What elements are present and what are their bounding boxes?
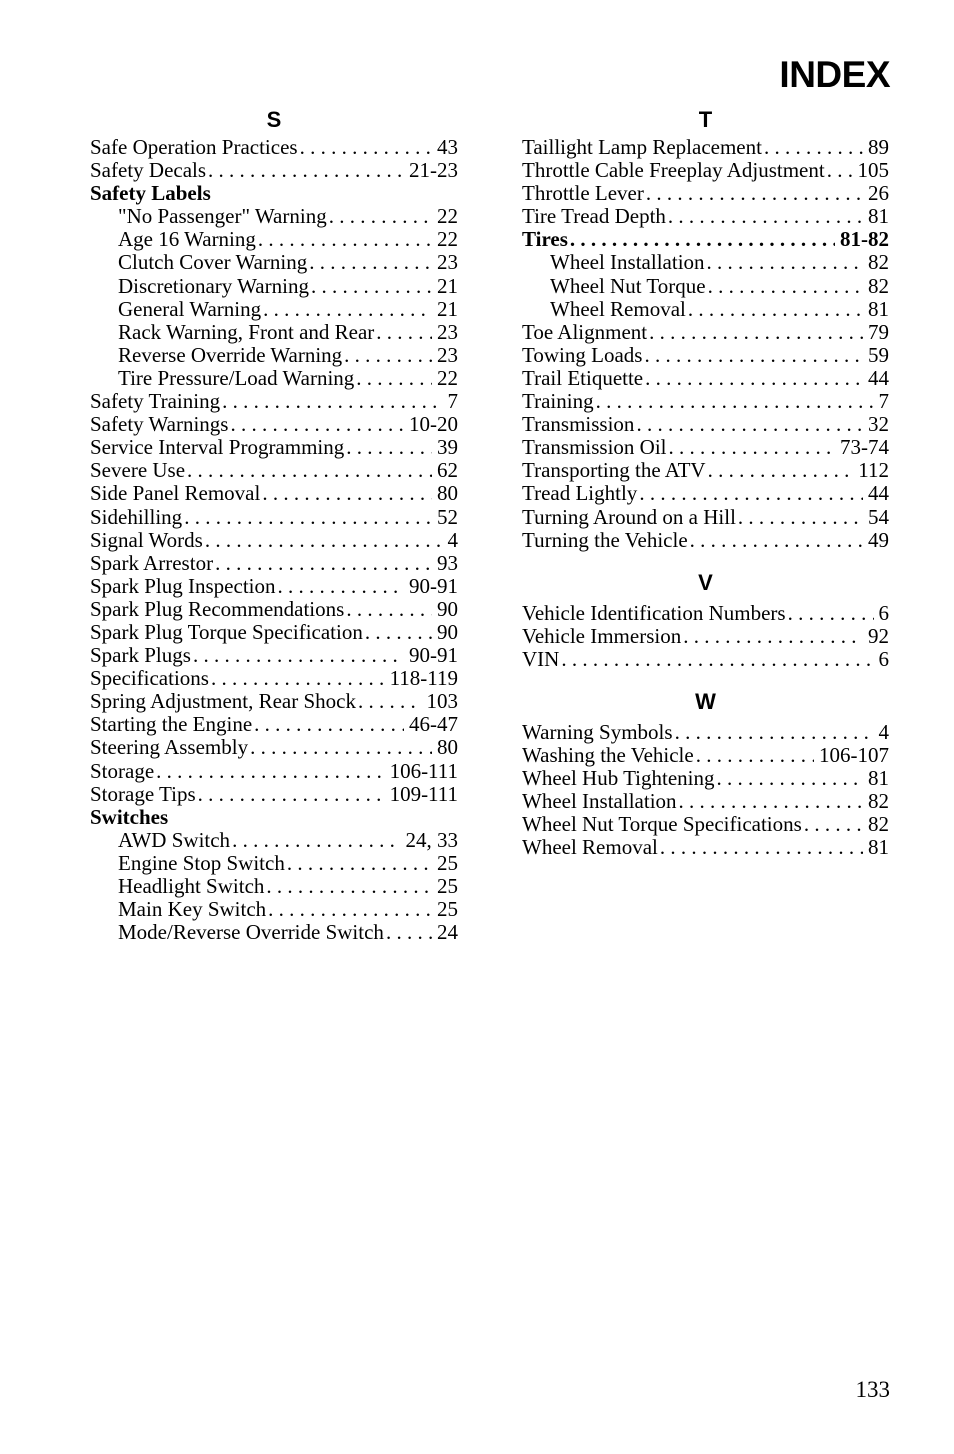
entry-term: Safety Warnings: [90, 413, 229, 437]
dot-leader: [688, 298, 863, 321]
dot-leader: [690, 529, 863, 552]
index-subentry: [90, 205, 458, 228]
index-entry: [90, 644, 458, 667]
dot-leader: [570, 228, 835, 251]
dot-leader: [230, 413, 404, 436]
index-subentry: [522, 298, 889, 321]
entry-term: Clutch Cover Warning: [118, 251, 308, 275]
dot-leader: [376, 321, 432, 344]
entry-term: Turning the Vehicle: [522, 528, 688, 552]
dot-leader: [827, 159, 853, 182]
index-entry-list: [90, 136, 458, 944]
entry-page: 118-119: [389, 667, 458, 691]
entry-page: 81: [868, 297, 889, 321]
entry-page: 81: [868, 767, 889, 791]
entry-term: Vehicle Immersion: [522, 624, 682, 648]
entry-page: 73-74: [840, 436, 889, 460]
dot-leader: [679, 790, 863, 813]
entry-term: Tire Pressure/Load Warning: [118, 366, 355, 390]
index-entry: [522, 459, 889, 482]
dot-leader: [193, 644, 404, 667]
dot-leader: [386, 921, 432, 944]
entry-page: 46-47: [409, 713, 458, 737]
entry-page: 21-23: [409, 159, 458, 183]
index-entry: [522, 790, 889, 813]
entry-term: VIN: [522, 647, 560, 671]
dot-leader: [708, 459, 854, 482]
entry-page: 6: [878, 601, 889, 625]
entry-page: 81-82: [840, 228, 889, 252]
dot-leader: [561, 648, 873, 671]
index-entry: [90, 575, 458, 598]
entry-page: 79: [868, 320, 889, 344]
entry-page: 6: [878, 647, 889, 671]
dot-leader: [346, 436, 432, 459]
entry-page: 82: [868, 790, 889, 814]
dot-leader: [346, 598, 432, 621]
dot-leader: [696, 744, 814, 767]
dot-leader: [222, 390, 442, 413]
entry-page: 112: [858, 459, 889, 483]
index-entry: [522, 228, 889, 251]
entry-term: Spark Plug Torque Specification: [90, 620, 363, 644]
entry-term: Towing Loads: [522, 343, 643, 367]
entry-page: 54: [868, 505, 889, 529]
dot-leader: [644, 344, 863, 367]
entry-page: 106-111: [389, 759, 458, 783]
dot-leader: [215, 552, 432, 575]
dot-leader: [287, 852, 432, 875]
entry-term: Spring Adjustment, Rear Shock: [90, 690, 356, 714]
index-entry: [522, 136, 889, 159]
entry-page: 106-107: [819, 744, 889, 768]
entry-page: 21: [437, 274, 458, 298]
entry-term: Trail Etiquette: [522, 366, 644, 390]
index-entry: [90, 413, 458, 436]
entry-page: 90: [437, 597, 458, 621]
entry-term: Engine Stop Switch: [118, 851, 285, 875]
entry-page: 90-91: [409, 644, 458, 668]
entry-page: 7: [447, 390, 458, 414]
dot-leader: [675, 721, 874, 744]
entry-page: 109-111: [389, 782, 458, 806]
entry-term: Age 16 Warning: [118, 228, 256, 252]
index-column-right: [522, 104, 889, 860]
entry-page: 22: [437, 205, 458, 229]
entry-term: Toe Alignment: [522, 320, 648, 344]
index-entry-list: [522, 136, 889, 552]
dot-leader: [311, 275, 432, 298]
dot-leader: [365, 621, 432, 644]
entry-term: Wheel Installation: [522, 790, 677, 814]
entry-term: Spark Plug Inspection: [90, 574, 276, 598]
index-subentry: [90, 344, 458, 367]
index-entry: [90, 390, 458, 413]
entry-page: 80: [437, 736, 458, 760]
entry-page: 80: [437, 482, 458, 506]
index-entry: [522, 625, 889, 648]
entry-page: 23: [437, 343, 458, 367]
index-heading: [90, 806, 458, 829]
entry-page: 24: [437, 921, 458, 945]
entry-term: Wheel Hub Tightening: [522, 767, 715, 791]
entry-page: 25: [437, 851, 458, 875]
entry-term: Sidehilling: [90, 505, 183, 529]
entry-page: 90-91: [409, 574, 458, 598]
page-title: INDEX: [779, 54, 890, 95]
index-entry: [522, 159, 889, 182]
index-entry: [90, 436, 458, 459]
index-entry: [90, 506, 458, 529]
dot-leader: [717, 767, 864, 790]
entry-page: 4: [447, 528, 458, 552]
dot-leader: [263, 298, 432, 321]
dot-leader: [668, 205, 863, 228]
section-letter: W: [695, 688, 716, 714]
index-entry-list: [522, 602, 889, 671]
entry-page: 52: [437, 505, 458, 529]
dot-leader: [254, 713, 404, 736]
entry-term: AWD Switch: [118, 828, 231, 852]
dot-leader: [708, 275, 863, 298]
dot-leader: [329, 205, 432, 228]
entry-term: Steering Assembly: [90, 736, 249, 760]
index-subentry: [90, 921, 458, 944]
entry-term: Rack Warning, Front and Rear: [118, 320, 375, 344]
dot-leader: [198, 783, 385, 806]
dot-leader: [596, 390, 874, 413]
entry-term: Wheel Nut Torque: [550, 274, 706, 298]
entry-page: 39: [437, 436, 458, 460]
index-entry: [522, 648, 889, 671]
dot-leader: [300, 136, 432, 159]
index-entry: [522, 813, 889, 836]
index-subentry: [90, 251, 458, 274]
entry-term: Wheel Removal: [522, 836, 658, 860]
dot-leader: [250, 736, 432, 759]
index-entry: [522, 367, 889, 390]
entry-term: Spark Plug Recommendations: [90, 597, 345, 621]
entry-page: 24, 33: [405, 828, 458, 852]
dot-leader: [707, 251, 863, 274]
entry-page: 22: [437, 366, 458, 390]
entry-page: 82: [868, 813, 889, 837]
dot-leader: [208, 159, 404, 182]
index-heading: [90, 182, 458, 205]
entry-term: Throttle Cable Freeplay Adjustment: [522, 159, 825, 183]
index-entry: [90, 552, 458, 575]
entry-term: Specifications: [90, 667, 209, 691]
index-subentry: [522, 251, 889, 274]
entry-term: Starting the Engine: [90, 713, 253, 737]
entry-page: 90: [437, 620, 458, 644]
entry-term: Wheel Removal: [550, 297, 686, 321]
index-entry: [522, 529, 889, 552]
entry-term: Safe Operation Practices: [90, 136, 298, 159]
entry-term: Taillight Lamp Replacement: [522, 136, 762, 159]
entry-page: 89: [868, 136, 889, 159]
index-entry: [522, 413, 889, 436]
dot-leader: [636, 413, 863, 436]
section-letter: T: [698, 107, 713, 132]
entry-term: Spark Arrestor: [90, 551, 214, 575]
entry-page: 62: [437, 459, 458, 483]
entry-page: 4: [878, 720, 889, 744]
index-subentry: [90, 829, 458, 852]
entry-page: 105: [857, 159, 889, 183]
entry-page: 10-20: [409, 413, 458, 437]
entry-term: Mode/Reverse Override Switch: [118, 921, 384, 945]
dot-leader: [356, 367, 432, 390]
entry-term: Throttle Lever: [522, 182, 644, 206]
index-entry: [522, 836, 889, 859]
entry-term: Wheel Installation: [550, 251, 705, 275]
dot-leader: [669, 436, 835, 459]
dot-leader: [187, 459, 432, 482]
dot-leader: [262, 482, 432, 505]
index-entry: [90, 713, 458, 736]
index-entry: [522, 482, 889, 505]
dot-leader: [683, 625, 863, 648]
section-letter: V: [698, 569, 713, 595]
entry-term: Storage Tips: [90, 782, 196, 806]
dot-leader: [344, 344, 432, 367]
entry-term: Reverse Override Warning: [118, 343, 343, 367]
index-column-left: [90, 104, 458, 944]
index-subentry: [90, 852, 458, 875]
entry-page: 59: [868, 343, 889, 367]
dot-leader: [156, 760, 384, 783]
entry-term: Signal Words: [90, 528, 203, 552]
entry-term: Storage: [90, 759, 155, 783]
dot-leader: [788, 602, 874, 625]
entry-term: Training: [522, 390, 594, 414]
index-entry: [522, 602, 889, 625]
entry-term: Safety Training: [90, 390, 221, 414]
dot-leader: [184, 506, 432, 529]
entry-term: Turning Around on a Hill: [522, 505, 736, 529]
index-entry: [522, 767, 889, 790]
entry-page: 25: [437, 898, 458, 922]
index-entry: [522, 321, 889, 344]
index-entry: [522, 205, 889, 228]
entry-page: 49: [868, 528, 889, 552]
index-entry: [90, 760, 458, 783]
entry-page: 81: [868, 205, 889, 229]
dot-leader: [804, 813, 863, 836]
index-entry: [90, 621, 458, 644]
index-entry: [90, 159, 458, 182]
dot-leader: [738, 506, 863, 529]
section-letter: S: [266, 107, 282, 132]
dot-leader: [211, 667, 385, 690]
entry-term: Safety Labels: [90, 182, 211, 206]
index-subentry: [90, 275, 458, 298]
entry-term: Tires: [522, 228, 568, 252]
dot-leader: [764, 136, 863, 159]
index-entry: [522, 721, 889, 744]
entry-page: 25: [437, 875, 458, 898]
entry-term: Wheel Nut Torque Specifications: [522, 813, 802, 837]
entry-page: 44: [868, 482, 889, 506]
entry-term: Headlight Switch: [118, 875, 265, 898]
index-entry: [522, 390, 889, 413]
dot-leader: [205, 529, 443, 552]
entry-page: 103: [426, 690, 458, 714]
index-entry: [522, 436, 889, 459]
dot-leader: [358, 690, 422, 713]
index-subentry: [90, 228, 458, 251]
entry-page: 23: [437, 320, 458, 344]
dot-leader: [277, 575, 404, 598]
entry-term: Switches: [90, 805, 169, 829]
entry-term: Tire Tread Depth: [522, 205, 666, 229]
entry-page: 43: [437, 136, 458, 159]
index-entry: [522, 344, 889, 367]
entry-term: Side Panel Removal: [90, 482, 261, 506]
index-entry: [90, 598, 458, 621]
dot-leader: [649, 321, 863, 344]
index-subentry: [90, 298, 458, 321]
index-entry: [522, 506, 889, 529]
index-entry: [90, 667, 458, 690]
index-entry: [90, 529, 458, 552]
index-subentry: [522, 275, 889, 298]
index-entry: [90, 136, 458, 159]
index-entry: [90, 736, 458, 759]
dot-leader: [268, 898, 432, 921]
dot-leader: [266, 875, 432, 898]
dot-leader: [309, 251, 432, 274]
entry-term: Severe Use: [90, 459, 186, 483]
dot-leader: [645, 367, 863, 390]
page-number: 133: [855, 1377, 890, 1402]
entry-page: 7: [878, 390, 889, 414]
entry-page: 92: [868, 624, 889, 648]
entry-page: 82: [868, 274, 889, 298]
entry-term: Warning Symbols: [522, 720, 673, 744]
entry-page: 44: [868, 366, 889, 390]
entry-term: Discretionary Warning: [118, 274, 309, 298]
entry-page: 22: [437, 228, 458, 252]
index-entry: [90, 459, 458, 482]
dot-leader: [639, 482, 863, 505]
entry-term: Vehicle Identification Numbers: [522, 601, 786, 625]
entry-page: 32: [868, 413, 889, 437]
dot-leader: [646, 182, 863, 205]
index-entry: [90, 482, 458, 505]
entry-term: Transporting the ATV: [522, 459, 706, 483]
index-subentry: [90, 898, 458, 921]
entry-term: Main Key Switch: [118, 898, 267, 922]
index-entry: [90, 690, 458, 713]
entry-term: Spark Plugs: [90, 644, 191, 668]
index-entry-list: [522, 721, 889, 860]
dot-leader: [660, 836, 863, 859]
entry-page: 23: [437, 251, 458, 275]
dot-leader: [258, 228, 432, 251]
index-subentry: [90, 367, 458, 390]
index-subentry: [90, 875, 458, 898]
index-entry: [90, 783, 458, 806]
index-entry: [522, 182, 889, 205]
entry-term: Service Interval Programming: [90, 436, 345, 460]
entry-page: 21: [437, 297, 458, 321]
dot-leader: [232, 829, 400, 852]
index-subentry: [90, 321, 458, 344]
entry-page: 93: [437, 551, 458, 575]
entry-page: 26: [868, 182, 889, 206]
entry-term: Safety Decals: [90, 159, 207, 183]
entry-term: Transmission: [522, 413, 635, 437]
entry-page: 82: [868, 251, 889, 275]
entry-term: Washing the Vehicle: [522, 744, 694, 768]
entry-term: Transmission Oil: [522, 436, 667, 460]
index-entry: [522, 744, 889, 767]
entry-term: General Warning: [118, 297, 262, 321]
entry-term: Tread Lightly: [522, 482, 638, 506]
entry-page: 81: [868, 836, 889, 860]
entry-term: "No Passenger" Warning: [118, 205, 327, 229]
